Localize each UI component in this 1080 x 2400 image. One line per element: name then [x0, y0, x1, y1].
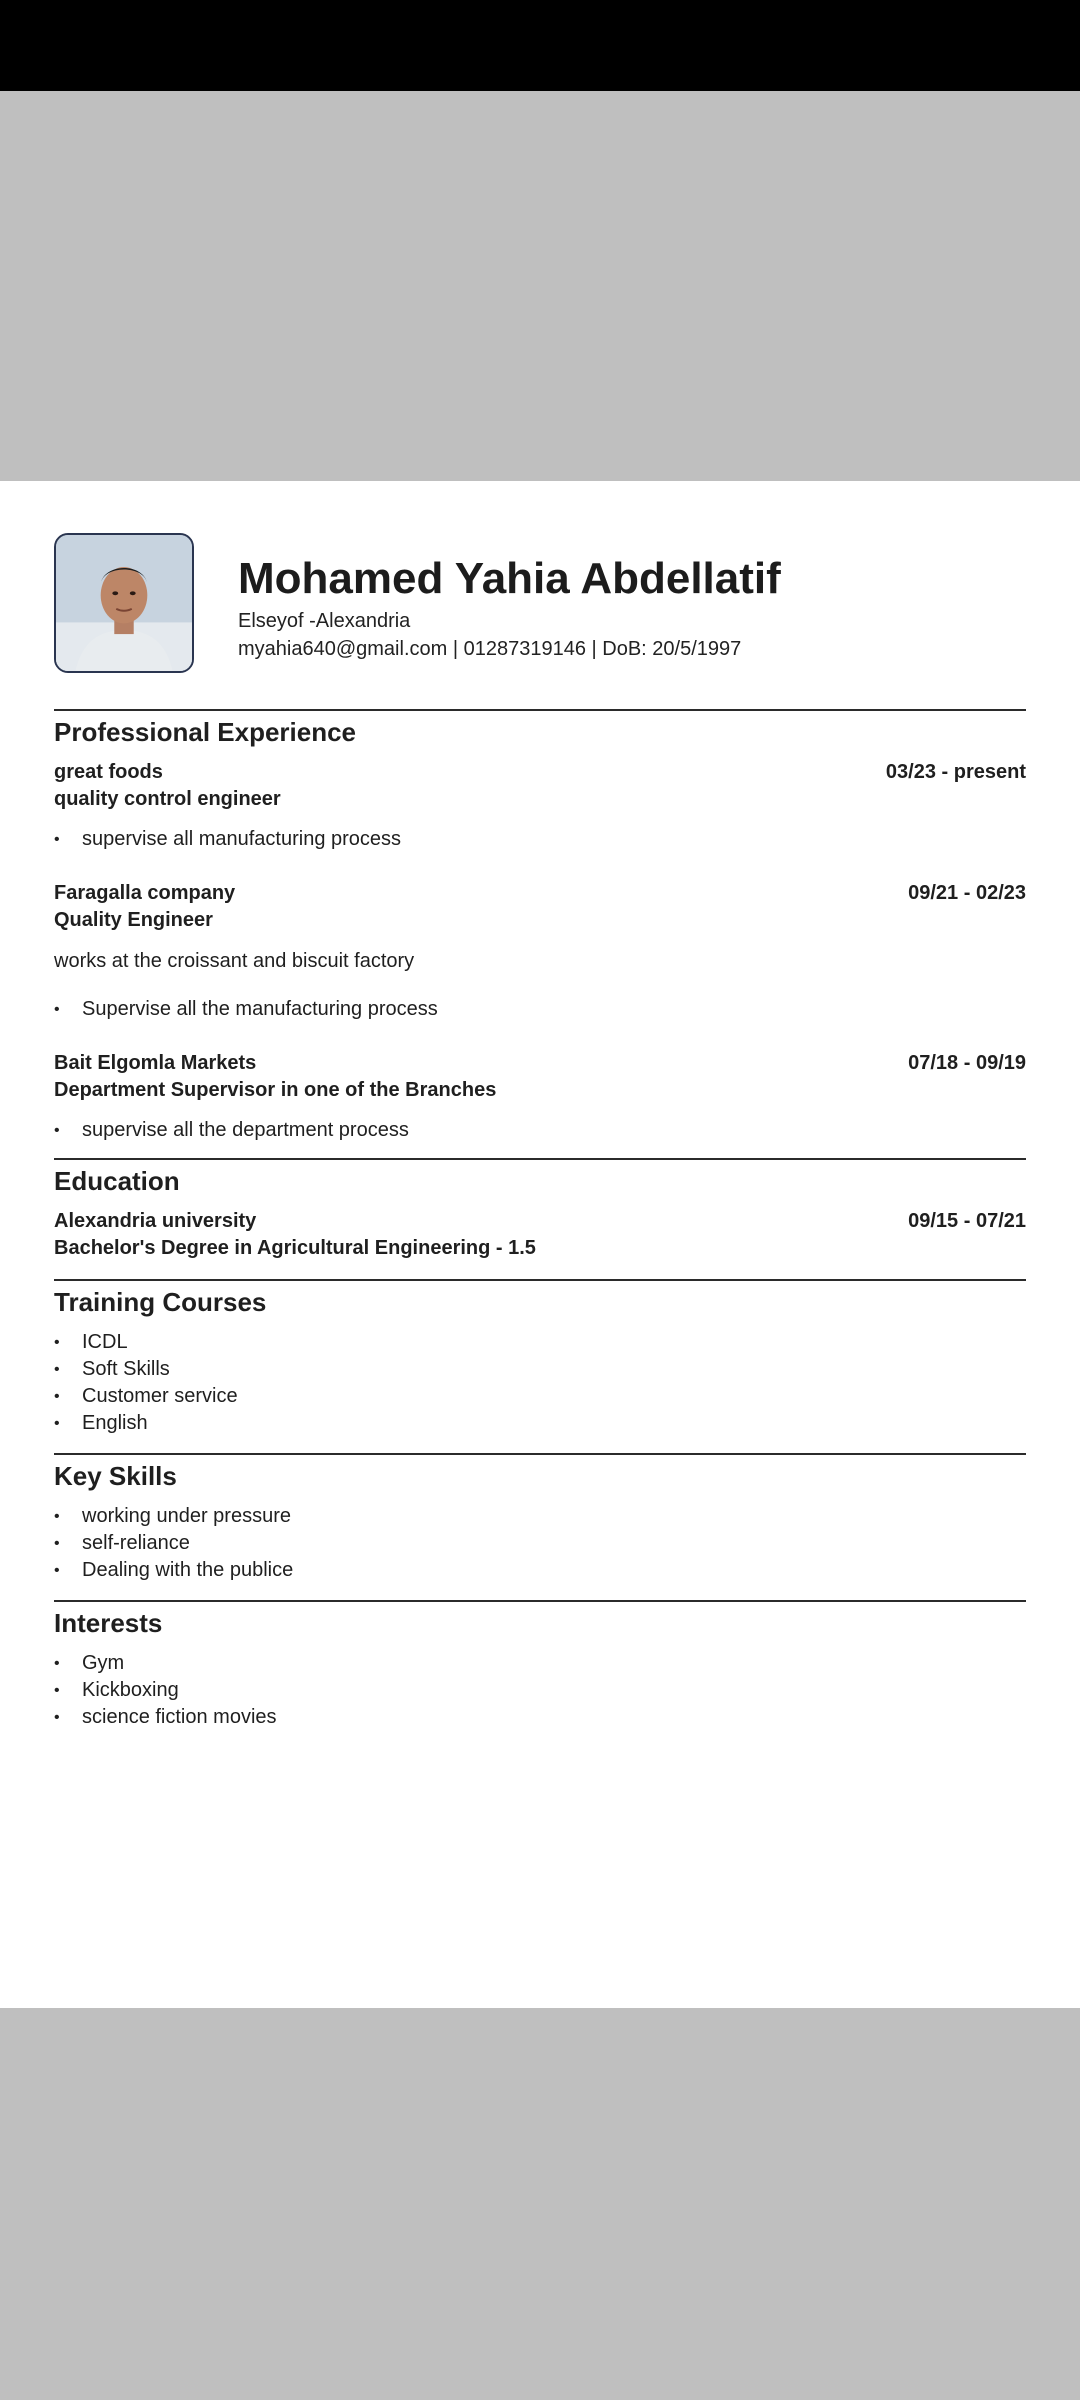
list-item: • Gym [54, 1650, 1026, 1677]
experience-item [54, 759, 1026, 853]
list-item: • science fiction movies [54, 1704, 1026, 1731]
list-item: • Kickboxing [54, 1677, 1026, 1704]
company-name: Bait Elgomla Markets [54, 1052, 257, 1074]
education-section [54, 1158, 1026, 1262]
job-role: quality control engineer [54, 788, 281, 810]
skills-list [54, 1503, 1026, 1584]
viewer-background-bottom [0, 2008, 1080, 2400]
job-dates: 07/18 - 09/19 [908, 1052, 1026, 1074]
section-title-skills: Key Skills [54, 1461, 177, 1491]
profile-text [238, 533, 781, 663]
status-bar [0, 0, 1080, 91]
company-name: Faragalla company [54, 882, 236, 904]
training-section [54, 1279, 1026, 1437]
section-title-training: Training Courses [54, 1287, 267, 1317]
section-title-experience: Professional Experience [54, 717, 357, 747]
list-item: • self-reliance [54, 1530, 1026, 1557]
profile-photo [54, 533, 194, 673]
job-bullets [54, 996, 1026, 1023]
bullet-item: • supervise all manufacturing process [54, 826, 1026, 853]
experience-item [54, 1050, 1026, 1144]
interests-list [54, 1650, 1026, 1731]
person-photo-icon [56, 535, 192, 671]
resume-content [54, 533, 1026, 1731]
list-item: • Customer service [54, 1383, 1026, 1410]
section-title-education: Education [54, 1166, 180, 1196]
job-description: works at the croissant and biscuit factory [54, 950, 415, 972]
list-item: • working under pressure [54, 1503, 1026, 1530]
training-list [54, 1329, 1026, 1437]
list-item: • Soft Skills [54, 1356, 1026, 1383]
profile-header [54, 533, 1026, 673]
section-title-interests: Interests [54, 1608, 163, 1638]
job-role: Quality Engineer [54, 909, 213, 931]
list-item: • ICDL [54, 1329, 1026, 1356]
resume-page[interactable] [0, 481, 1080, 2008]
job-bullets [54, 826, 1026, 853]
job-dates: 09/21 - 02/23 [908, 882, 1026, 904]
school-name: Alexandria university [54, 1210, 257, 1232]
list-item: • English [54, 1410, 1026, 1437]
experience-item [54, 880, 1026, 1023]
interests-section [54, 1600, 1026, 1731]
full-name: Mohamed Yahia Abdellatif [238, 554, 781, 603]
company-name: great foods [54, 761, 163, 783]
job-dates: 03/23 - present [885, 761, 1026, 783]
job-role: Department Supervisor in one of the Branches [54, 1079, 497, 1101]
experience-section [54, 709, 1026, 1144]
skills-section [54, 1453, 1026, 1584]
bullet-item: • supervise all the department process [54, 1117, 1026, 1144]
education-dates: 09/15 - 07/21 [908, 1210, 1026, 1232]
list-item: • Dealing with the publice [54, 1557, 1026, 1584]
location: Elseyof -Alexandria [238, 610, 411, 632]
viewer-background-top [0, 91, 1080, 481]
job-bullets [54, 1117, 1026, 1144]
education-item [54, 1208, 1026, 1262]
bullet-item: • Supervise all the manufacturing process [54, 996, 1026, 1023]
contact-line: myahia640@gmail.com | 01287319146 | DoB: 20/5/1997 [238, 638, 742, 660]
degree: Bachelor's Degree in Agricultural Engineering - 1.5 [54, 1237, 536, 1259]
